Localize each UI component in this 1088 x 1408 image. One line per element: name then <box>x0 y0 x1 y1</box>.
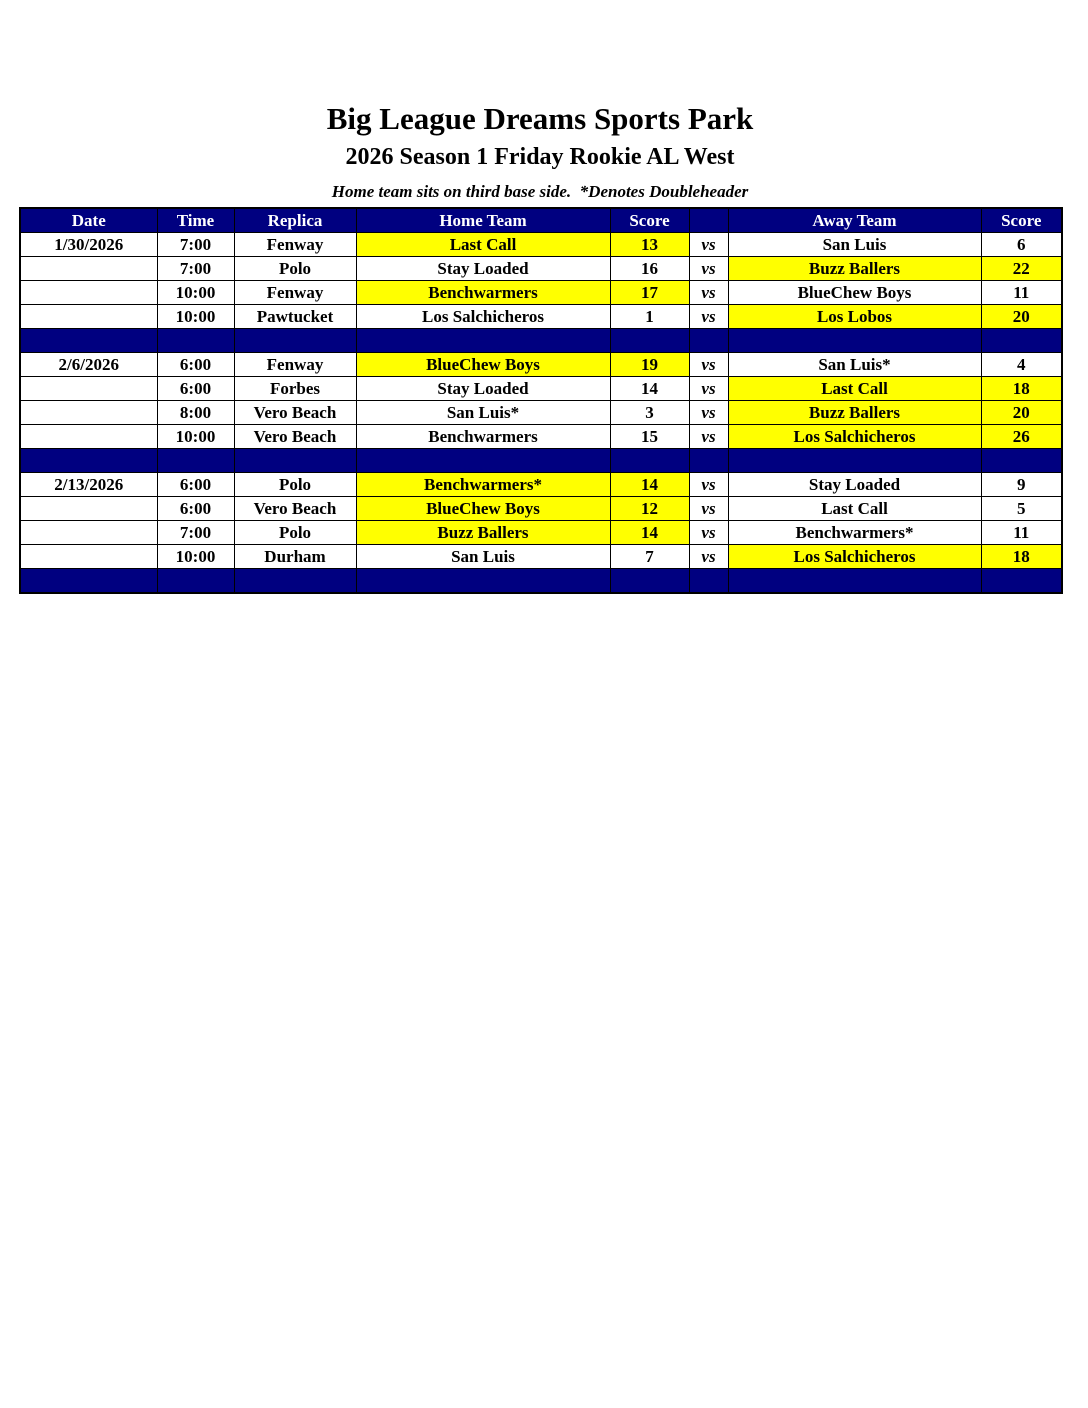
away-score: 9 <box>981 473 1062 497</box>
away-team: Benchwarmers* <box>728 521 981 545</box>
separator-cell <box>610 449 689 473</box>
away-score: 26 <box>981 425 1062 449</box>
game-date <box>20 281 157 305</box>
vs-label: vs <box>689 473 728 497</box>
home-score: 17 <box>610 281 689 305</box>
game-replica: Forbes <box>234 377 356 401</box>
home-team: Benchwarmers* <box>356 473 610 497</box>
game-time: 7:00 <box>157 521 234 545</box>
home-score: 19 <box>610 353 689 377</box>
away-score: 11 <box>981 281 1062 305</box>
vs-label: vs <box>689 257 728 281</box>
game-time: 10:00 <box>157 305 234 329</box>
game-date <box>20 377 157 401</box>
game-time: 10:00 <box>157 425 234 449</box>
home-score: 14 <box>610 473 689 497</box>
home-score: 12 <box>610 497 689 521</box>
column-header-away-score: Score <box>981 208 1062 233</box>
home-score: 14 <box>610 521 689 545</box>
table-row <box>20 281 1062 305</box>
away-team: Los Salchicheros <box>728 545 981 569</box>
away-team: Last Call <box>728 497 981 521</box>
separator-cell <box>356 329 610 353</box>
game-date <box>20 545 157 569</box>
separator-cell <box>981 569 1062 594</box>
game-time: 6:00 <box>157 353 234 377</box>
separator-cell <box>728 569 981 594</box>
schedule-note: Home team sits on third base side. *Denotes Doubleheader <box>331 182 749 201</box>
game-replica: Fenway <box>234 233 356 257</box>
vs-label: vs <box>689 305 728 329</box>
home-team: Last Call <box>356 233 610 257</box>
column-header-away-team: Away Team <box>728 208 981 233</box>
separator-cell <box>610 569 689 594</box>
separator-cell <box>610 329 689 353</box>
home-team: BlueChew Boys <box>356 497 610 521</box>
week-separator-row <box>20 329 1062 353</box>
game-date: 2/6/2026 <box>20 353 157 377</box>
home-score: 16 <box>610 257 689 281</box>
away-team: San Luis <box>728 233 981 257</box>
vs-label: vs <box>689 401 728 425</box>
game-replica: Vero Beach <box>234 497 356 521</box>
separator-cell <box>689 329 728 353</box>
home-team: Benchwarmers <box>356 281 610 305</box>
away-score: 20 <box>981 401 1062 425</box>
separator-cell <box>689 569 728 594</box>
game-replica: Fenway <box>234 281 356 305</box>
vs-label: vs <box>689 497 728 521</box>
game-replica: Polo <box>234 521 356 545</box>
away-team: Buzz Ballers <box>728 401 981 425</box>
game-date: 2/13/2026 <box>20 473 157 497</box>
game-time: 7:00 <box>157 257 234 281</box>
home-score: 3 <box>610 401 689 425</box>
game-replica: Polo <box>234 257 356 281</box>
game-date <box>20 401 157 425</box>
column-header-home-team: Home Team <box>356 208 610 233</box>
separator-cell <box>20 449 157 473</box>
away-team: BlueChew Boys <box>728 281 981 305</box>
away-team: Los Lobos <box>728 305 981 329</box>
game-date <box>20 257 157 281</box>
away-score: 18 <box>981 377 1062 401</box>
game-time: 10:00 <box>157 281 234 305</box>
game-date: 1/30/2026 <box>20 233 157 257</box>
separator-cell <box>981 329 1062 353</box>
vs-label: vs <box>689 425 728 449</box>
game-date <box>20 521 157 545</box>
game-date <box>20 425 157 449</box>
game-time: 6:00 <box>157 473 234 497</box>
week-separator-row <box>20 449 1062 473</box>
away-score: 18 <box>981 545 1062 569</box>
separator-cell <box>157 329 234 353</box>
separator-cell <box>689 449 728 473</box>
separator-cell <box>234 569 356 594</box>
schedule-body <box>20 233 1062 594</box>
separator-cell <box>234 449 356 473</box>
home-score: 13 <box>610 233 689 257</box>
home-team: BlueChew Boys <box>356 353 610 377</box>
table-row <box>20 401 1062 425</box>
game-time: 8:00 <box>157 401 234 425</box>
game-time: 7:00 <box>157 233 234 257</box>
table-row <box>20 545 1062 569</box>
home-score: 14 <box>610 377 689 401</box>
away-score: 20 <box>981 305 1062 329</box>
home-score: 15 <box>610 425 689 449</box>
separator-cell <box>728 329 981 353</box>
away-team: Stay Loaded <box>728 473 981 497</box>
week-separator-row <box>20 569 1062 594</box>
away-score: 6 <box>981 233 1062 257</box>
game-replica: Vero Beach <box>234 401 356 425</box>
vs-label: vs <box>689 545 728 569</box>
separator-cell <box>981 449 1062 473</box>
away-team: Buzz Ballers <box>728 257 981 281</box>
home-team: San Luis* <box>356 401 610 425</box>
game-time: 6:00 <box>157 497 234 521</box>
home-score: 7 <box>610 545 689 569</box>
separator-cell <box>728 449 981 473</box>
page-subtitle: 2026 Season 1 Friday Rookie AL West <box>345 144 735 170</box>
home-team: Los Salchicheros <box>356 305 610 329</box>
table-row <box>20 521 1062 545</box>
home-team: Buzz Ballers <box>356 521 610 545</box>
table-row <box>20 377 1062 401</box>
game-replica: Durham <box>234 545 356 569</box>
game-replica: Fenway <box>234 353 356 377</box>
table-row <box>20 473 1062 497</box>
vs-label: vs <box>689 281 728 305</box>
table-row <box>20 257 1062 281</box>
home-team: San Luis <box>356 545 610 569</box>
table-header-row <box>20 208 1062 233</box>
away-score: 11 <box>981 521 1062 545</box>
home-team: Benchwarmers <box>356 425 610 449</box>
away-team: Los Salchicheros <box>728 425 981 449</box>
vs-label: vs <box>689 377 728 401</box>
table-row <box>20 305 1062 329</box>
separator-cell <box>20 329 157 353</box>
table-row <box>20 353 1062 377</box>
home-team: Stay Loaded <box>356 377 610 401</box>
game-replica: Vero Beach <box>234 425 356 449</box>
game-time: 10:00 <box>157 545 234 569</box>
table-row <box>20 425 1062 449</box>
game-date <box>20 497 157 521</box>
column-header-home-score: Score <box>610 208 689 233</box>
table-row <box>20 497 1062 521</box>
page-title: Big League Dreams Sports Park <box>326 101 754 136</box>
vs-label: vs <box>689 233 728 257</box>
separator-cell <box>157 449 234 473</box>
separator-cell <box>356 569 610 594</box>
away-team: Last Call <box>728 377 981 401</box>
table-row <box>20 233 1062 257</box>
game-date <box>20 305 157 329</box>
schedule-table <box>19 207 1063 594</box>
column-header-vs <box>689 208 728 233</box>
game-replica: Pawtucket <box>234 305 356 329</box>
separator-cell <box>20 569 157 594</box>
separator-cell <box>157 569 234 594</box>
away-score: 5 <box>981 497 1062 521</box>
game-replica: Polo <box>234 473 356 497</box>
away-score: 22 <box>981 257 1062 281</box>
home-score: 1 <box>610 305 689 329</box>
column-header-time: Time <box>157 208 234 233</box>
column-header-replica: Replica <box>234 208 356 233</box>
column-header-date: Date <box>20 208 157 233</box>
away-team: San Luis* <box>728 353 981 377</box>
away-score: 4 <box>981 353 1062 377</box>
vs-label: vs <box>689 353 728 377</box>
separator-cell <box>356 449 610 473</box>
vs-label: vs <box>689 521 728 545</box>
home-team: Stay Loaded <box>356 257 610 281</box>
game-time: 6:00 <box>157 377 234 401</box>
separator-cell <box>234 329 356 353</box>
